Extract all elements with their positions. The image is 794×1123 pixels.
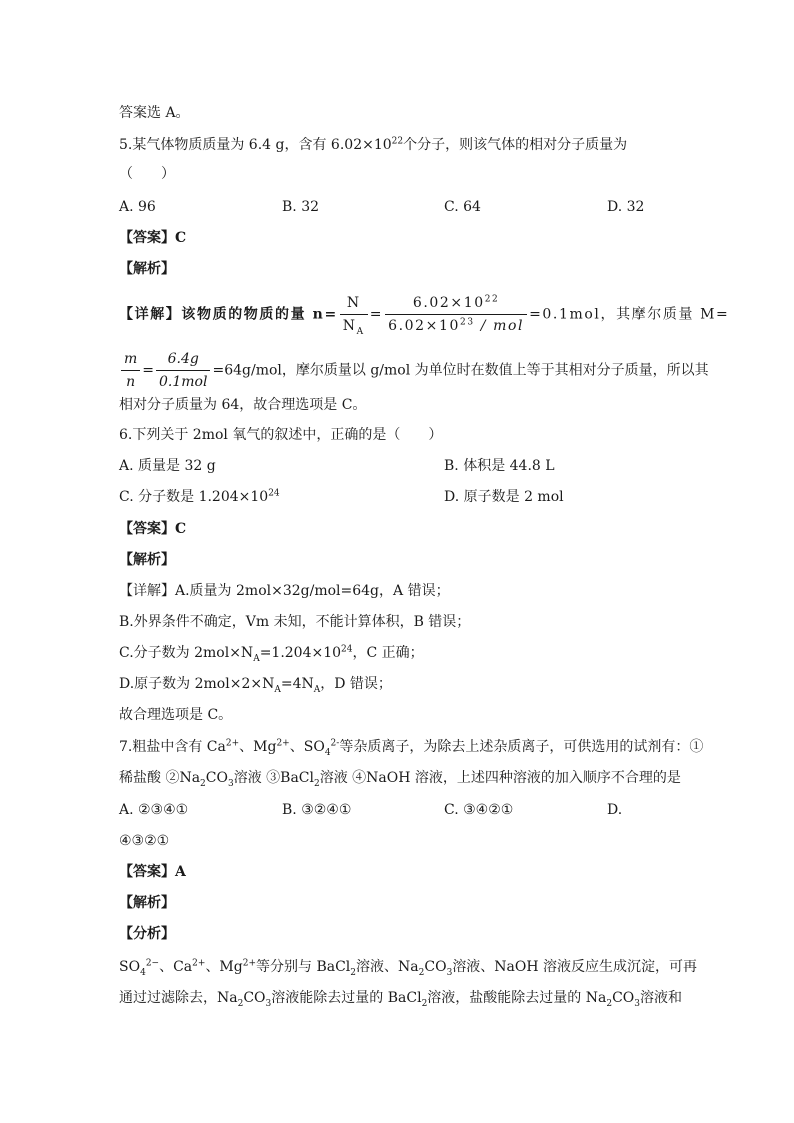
fraction-molecule-count: $\frac{6.02\times 10^{22}}{6.02\times 10^{23} / mol}$ <box>385 294 527 335</box>
question-5-option-b: B. 32 <box>282 199 320 215</box>
question-7-option-d: D. <box>607 802 623 818</box>
question-6-stem: 6.下列关于 2mol 氧气的叙述中，正确的是（ ） <box>119 427 443 443</box>
question-6-option-c: C. 分子数是 $1.204\times 10^{24}$ <box>119 488 280 505</box>
question-5-option-a: A. 96 <box>119 199 156 215</box>
answer-choice-line: 答案选 A。 <box>119 105 190 121</box>
question-5-option-c: C. 64 <box>444 199 481 215</box>
question-7-option-b: B. ③②④① <box>282 802 352 818</box>
fraction-mass-over-mol: $\frac{6.4g}{\text{0.1mol}}$ <box>156 350 210 391</box>
question-6-answer: 【答案】C <box>119 521 187 537</box>
question-5-stem: 5.某气体物质质量为 6.4 g，含有 $6.02\times 10^{22}$个分子，则该气体的相对分子质量为 <box>119 136 628 153</box>
question-5-detail-line1: 【详解】该物质的物质的量 n= $\frac{N}{N_A}$ = $\frac{6.02\times 10^{22}}{6.02\times 10^{23} / mol}$ =0.1mol，其摩尔质量 M= <box>119 294 730 337</box>
question-6-detail-b: B.外界条件不确定，Vm 未知，不能计算体积，B 错误； <box>119 614 471 630</box>
question-6-analysis-label: 【解析】 <box>119 552 175 568</box>
question-6-detail-d: D.原子数为 $2mol\times 2\times N_A=4N_A$，D 错误； <box>119 676 392 695</box>
question-6-option-a: A. 质量是 32 g <box>119 458 216 474</box>
question-5-analysis-label: 【解析】 <box>119 261 175 277</box>
question-6-conclusion: 故合理选项是 C。 <box>119 707 233 723</box>
fraction-m-over-n: $\frac{m}{n}$ <box>121 350 140 391</box>
question-7-fenxi-label: 【分析】 <box>119 926 175 942</box>
question-6-detail-a: 【详解】A.质量为 2mol×32g/mol=64g，A 错误； <box>119 583 450 599</box>
question-7-stem-line1: 7.粗盐中含有 $Ca^{2+}$、$Mg^{2+}$、$SO_4^{2-}$等杂质离子，为除去上述杂质离子，可供选用的试剂有：① <box>119 738 704 758</box>
question-7-option-a: A. ②③④① <box>119 802 189 818</box>
question-7-option-c: C. ③④②① <box>444 802 514 818</box>
question-7-option-d-cont: ④③②① <box>119 833 170 849</box>
question-7-answer: 【答案】A <box>119 864 186 880</box>
question-6-option-d: D. 原子数是 2 mol <box>444 489 564 505</box>
question-7-analysis-line1: $SO_4^{2-}$、$Ca^{2+}$、$Mg^{2+}$等分别与 BaCl$_2$溶液、$Na_2CO_3$溶液、NaOH 溶液反应生成沉淀，可再 <box>119 958 698 978</box>
question-5-paren: （ ） <box>119 166 175 182</box>
question-5-detail-line2: $\frac{m}{n}$ = $\frac{6.4g}{\text{0.1mol}}$ =64g/mol，摩尔质量以 g/mol 为单位时在数值上等于其相对分子质量，所以其 <box>119 350 709 391</box>
question-6-detail-c: C.分子数为 $2mol\times N_A=1.204\times 10^{24}$，C 正确； <box>119 644 424 664</box>
fraction-n-over-na: $\frac{N}{N_A}$ <box>340 294 368 335</box>
question-5-answer: 【答案】C <box>119 230 187 246</box>
question-5-detail-line3: 相对分子质量为 64，故合理选项是 C。 <box>119 397 367 413</box>
question-7-analysis-label: 【解析】 <box>119 895 175 911</box>
question-7-stem-line2: 稀盐酸 $②Na_2CO_3$溶液 ③BaCl$_2$溶液 ④NaOH 溶液，上述四种溶液的加入顺序不合理的是 <box>119 770 681 789</box>
question-7-analysis-line2: 通过过滤除去，$Na_2CO_3$溶液能除去过量的 BaCl$_2$溶液，盐酸能除去过量的 $Na_2CO_3$溶液和 <box>119 990 683 1009</box>
question-5-option-d: D. 32 <box>607 199 645 215</box>
question-6-option-b: B. 体积是 44.8 L <box>444 458 555 474</box>
